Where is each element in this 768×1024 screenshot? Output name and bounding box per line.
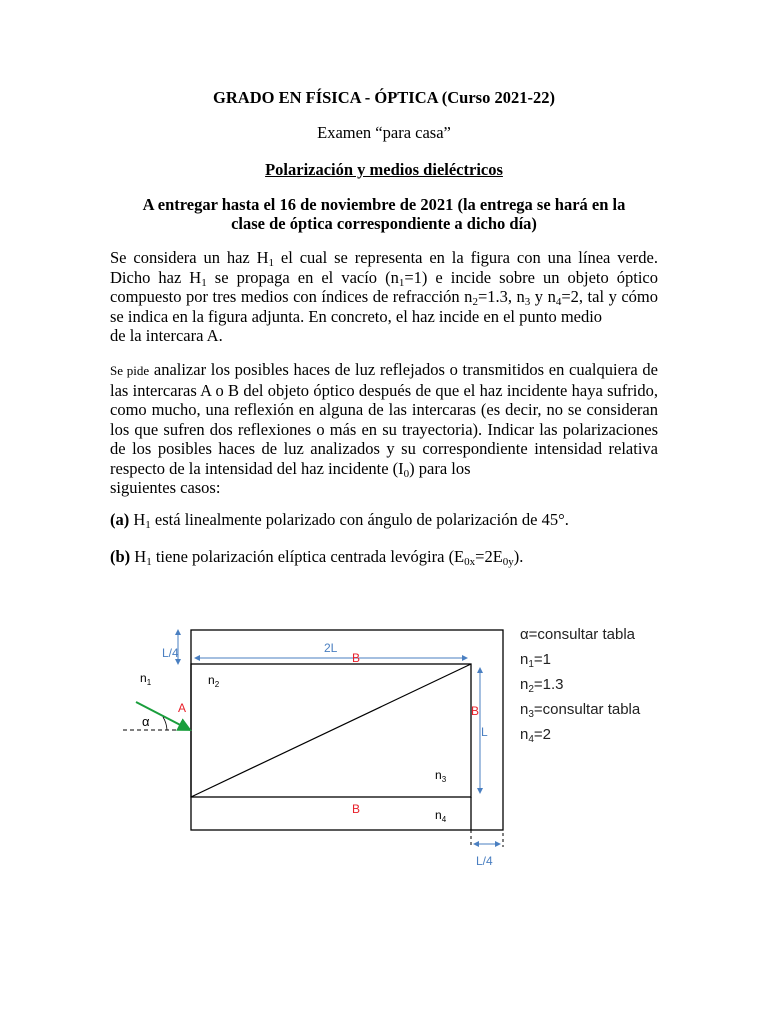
interface-b-top: B [352,651,361,665]
optical-object-figure [118,622,518,877]
outer-frame [191,630,503,830]
paragraph-task: Se pide analizar los posibles haces de luz reflejados o transmitidos en cualquiera de las intercaras A o B del objeto óptico después de que el haz incidente haya sufrido, como mucho, una reflexión en alguna de las intercaras (es decir, no se consideran los que sufren dos reflexiones o más en su trayectoria). Indicar las polarizaciones de los posibles haces de luz analizados y su correspondiente intensidad relativa respecto de la intensidad del haz incidente $(I_0)$ para los siguientes casos: [110,360,658,497]
figure-legend [520,622,640,747]
n4-label: $n_4$ [435,808,447,824]
exam-subtitle: Examen “para casa” [317,123,451,142]
dim-2l: 2L [324,641,338,655]
n1-label: $n_1$ [140,671,152,687]
legend-n1: $n_1=1$ [520,651,552,670]
n2-label: $n_2$ [208,673,220,689]
legend-n3: $n_3=consultar$ tabla [520,701,641,720]
page-title: GRADO EN FÍSICA - ÓPTICA (Curso 2021-22) [213,88,555,107]
topic-heading: Polarización y medios dieléctricos [265,160,503,179]
dim-l4-bottom: L/4 [476,854,493,868]
interface-a: A [178,701,187,715]
alpha-label: α [142,714,150,729]
diagonal-interface [191,664,471,797]
interface-b-right: B [471,704,480,718]
n3-label: $n_3$ [435,768,447,784]
paragraph-intro: Se considera un haz $H_1$ el cual se representa en la figura con una línea verde. Dicho haz $H_1$ se propaga en el vacío $(n_1=1)$ e incide sobre un objeto óptico compuesto por tres medios con índices de refracción $n_2=1.3$, $n_3$ y $n_4=2$, tal y cómo se indica en la figura adjunta. En concreto, el haz incide en el punto medio de la intercara A. [110,248,659,345]
deadline-line-2: clase de óptica correspondiente a dicho día) [231,214,537,233]
dim-l4-top: L/4 [162,646,179,660]
legend-alpha: α=consultar tabla [520,626,635,643]
deadline-line-1: A entregar hasta el 16 de noviembre de 2021 (la entrega se hará en la [142,195,626,214]
legend-n4: $n_4=2$ [520,726,552,745]
case-a: (a) $H_1$ está linealmente polarizado con ángulo de polarización de 45°. [110,510,569,531]
legend-n2: $n_2=1.3$ [520,676,564,695]
interface-b-bottom: B [352,802,361,816]
dim-l: L [481,725,488,739]
case-b: (b) $H_1$ tiene polarización elíptica centrada levógira $(E_{0x}=2E_{0y})$. [110,547,524,568]
